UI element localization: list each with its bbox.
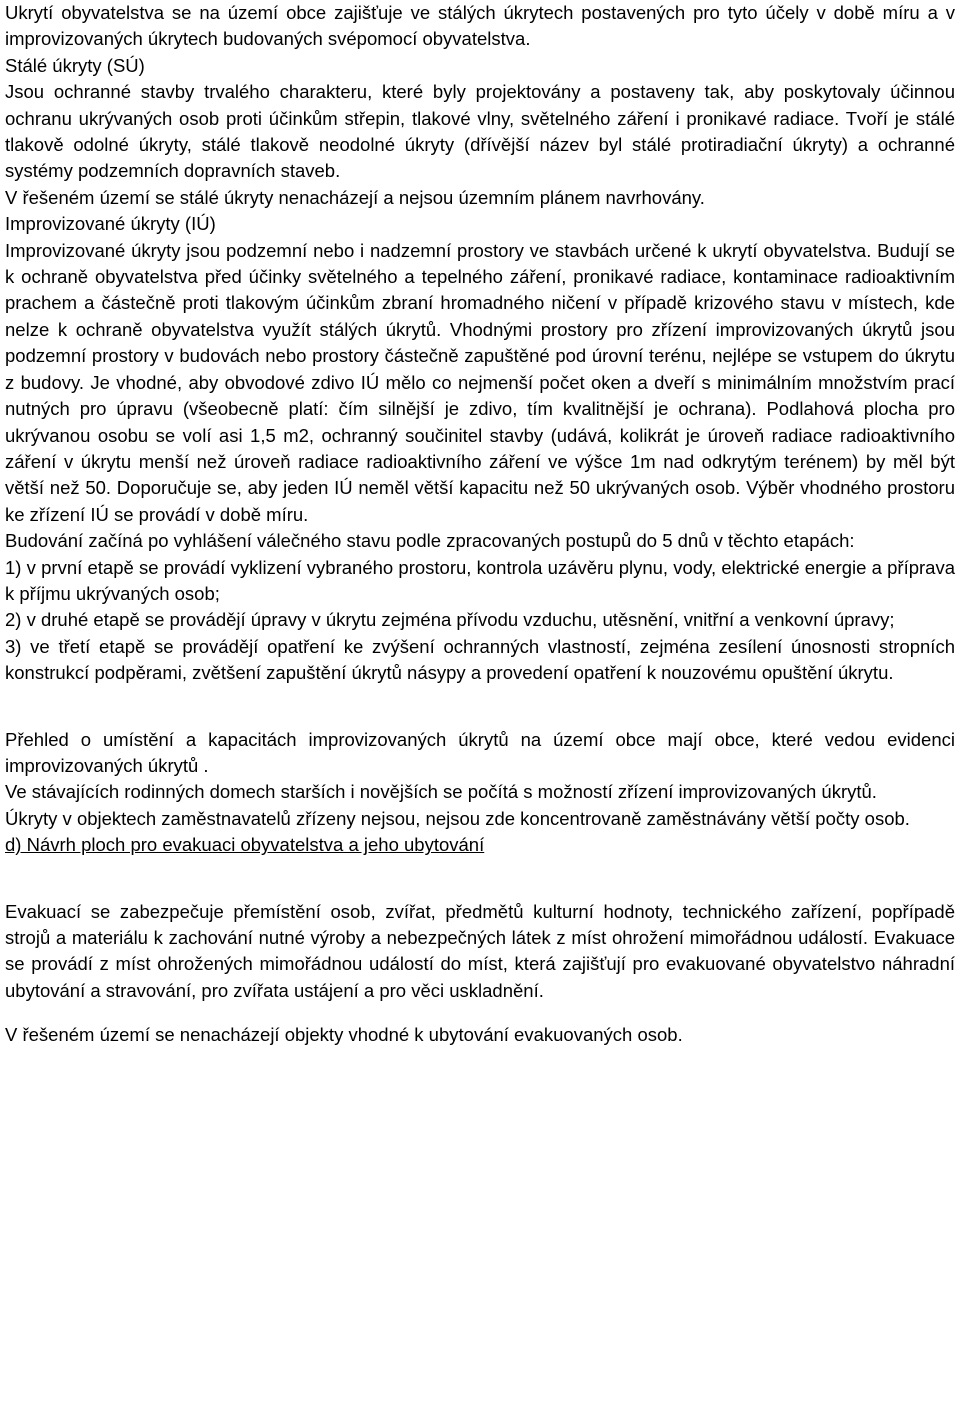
last-paragraph: V řešeném území se nenacházejí objekty vhodné k ubytování evakuovaných osob. [5, 1024, 683, 1046]
houses-paragraph: Ve stávajících rodinných domech starších i novějších se počítá s možností zřízení improvizovaných úkrytů. [5, 781, 877, 803]
su-note-paragraph: V řešeném území se stálé úkryty nenacházejí a nejsou územním plánem navrhovány. [5, 186, 705, 208]
intro-paragraph: Ukrytí obyvatelstva se na území obce zajišťuje ve stálých úkrytech postavených pro tyto účely v době míru a v improvizovaných úkrytech budovaných svépomocí obyvatelstva. [5, 2, 955, 50]
section-d-heading: d) Návrh ploch pro evakuaci obyvatelstva a jeho ubytování [5, 834, 485, 856]
su-title: Stálé úkryty (SÚ) [5, 54, 145, 76]
step-1-paragraph: 1) v první etapě se provádí vyklizení vybraného prostoru, kontrola uzávěru plynu, vody, elektrické energie a příprava k příjmu ukrývaných osob; [5, 556, 955, 604]
overview-paragraph: Přehled o umístění a kapacitách improvizovaných úkrytů na území obce mají obce, které vedou evidenci improvizovaných úkrytů . [5, 728, 955, 776]
step-3-paragraph: 3) ve třetí etapě se provádějí opatření ke zvýšení ochranných vlastností, zejména zesílení únosnosti stropních konstrukcí podpěrami, zvětšení zapuštění úkrytů násypy a provedení opatření k nouzovému opuštění úkrytu. [5, 635, 955, 684]
document-page [5, 0, 955, 1049]
evacuation-paragraph: Evakuací se zabezpečuje přemístění osob, zvířat, předmětů kulturní hodnoty, technického zařízení, popřípadě strojů a materiálu k zachování nutné výroby a nebezpečných látek z míst ohrožení mimořádnou událostí. Evakuace se provádí z míst ohrožených mimořádnou událostí do míst, která zajišťují pro evakuované obyvatelstvo náhradní ubytování a stravování, pro zvířata ustájení a pro věci uskladnění. [5, 900, 955, 1001]
iu-title: Improvizované úkryty (IÚ) [5, 213, 216, 235]
su-body-paragraph: Jsou ochranné stavby trvalého charakteru, které byly projektovány a postaveny tak, aby poskytovaly účinnou ochranu ukrývaných osob proti účinkům střepin, tlakové vlny, světelného záření i pronikavé radiace. Tvoří je stálé tlakově odolné úkryty, stálé tlakově neodolné úkryty (dřívější název byl stálé protiradiační úkryty) a ochranné systémy podzemních dopravních staveb. [5, 81, 955, 182]
iu-body-paragraph: Improvizované úkryty jsou podzemní nebo i nadzemní prostory ve stavbách určené k ukrytí obyvatelstva. Budují se k ochraně obyvatelstva před účinky světelného a tepelného záření, pronikavé radiace, kontaminace radioaktivním prachem a částečně proti tlakovým účinkům zbraní hromadného ničení v případě krizového stavu v místech, kde nelze k ochraně obyvatelstva využít stálých úkrytů. Vhodnými prostory pro zřízení improvizovaných úkrytů jsou podzemní prostory v budovách nebo prostory částečně zapuštěné pod úrovní terénu, nejlépe se vstupem do úkrytu z budovy. Je vhodné, aby obvodové zdivo IÚ mělo co nejmenší počet oken a dveří s minimálním množstvím prací nutných pro úpravu (všeobecně platí: čím silnější je zdivo, tím kvalitnější je ochrana). Podlahová plocha pro ukrývanou osobu se volí asi 1,5 m2, ochranný součinitel stavby (udává, kolikrát je úroveň radiace radioaktivního záření v úkrytu menší než úroveň radiace radioaktivního záření ve výšce 1m nad odkrytým terénem) by měl být větší než 50. Doporučuje se, aby jeden IÚ neměl větší kapacitu než 50 ukrývaných osob. Výběr vhodného prostoru ke zřízení IÚ se provádí v době míru. [5, 239, 955, 525]
build-intro-paragraph: Budování začíná po vyhlášení válečného stavu podle zpracovaných postupů do 5 dnů v těchto etapách: [5, 530, 855, 552]
employers-paragraph: Úkryty v objektech zaměstnavatelů zřízeny nejsou, nejsou zde koncentrovaně zaměstnávány větší počty osob. [5, 807, 910, 829]
step-2-paragraph: 2) v druhé etapě se provádějí úpravy v úkrytu zejména přívodu vzduchu, utěsnění, vnitřní a venkovní úpravy; [5, 609, 895, 631]
